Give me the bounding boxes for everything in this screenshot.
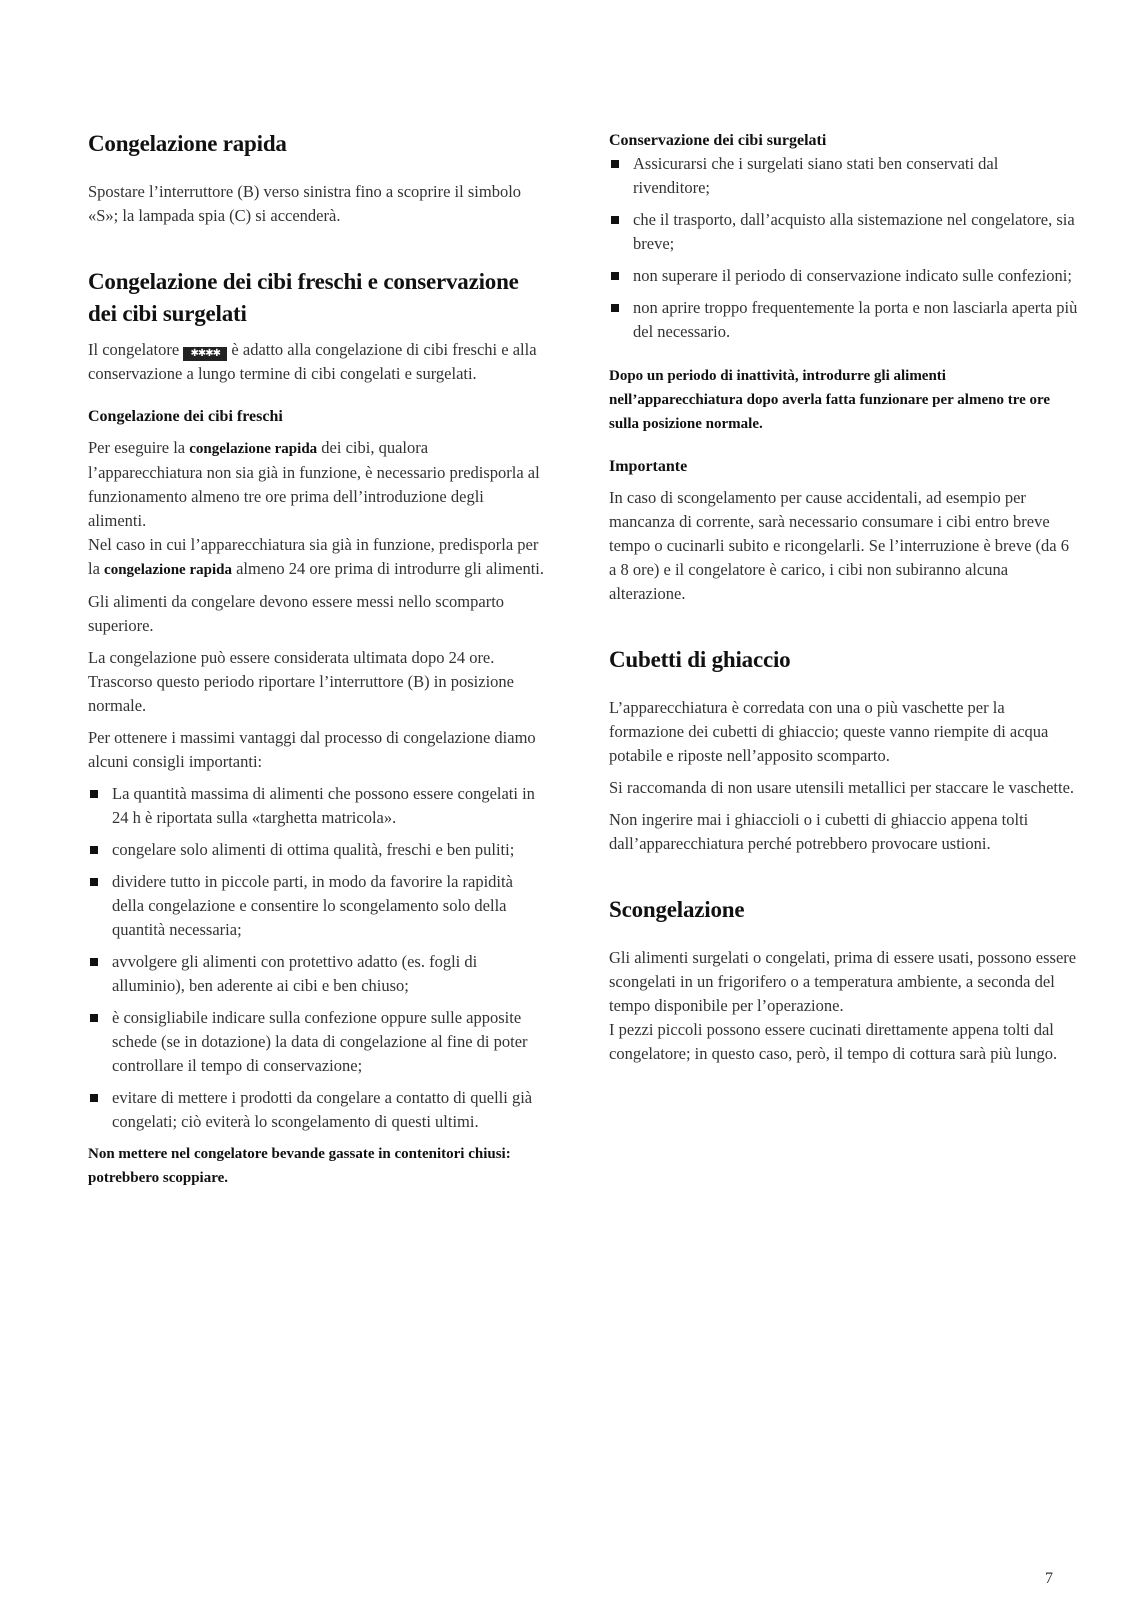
left-column: [88, 128, 546, 1190]
paragraph-thaw-2: I pezzi piccoli possono essere cucinati direttamente appena tolti dal congelatore; in questo caso, però, il tempo di cottura sarà più lungo.: [609, 1020, 1058, 1063]
list-item: [88, 1086, 546, 1134]
fresh-1-text-b: dei cibi, qualora l’apparecchiatura non sia già in funzione, è necessario predisporla al funzionamento almeno tre ore prima dell’introduzione degli alimenti.: [88, 438, 540, 530]
fresh-2-bold: congelazione rapida: [104, 562, 232, 578]
list-item-text: La quantità massima di alimenti che possono essere congelati in 24 h è riportata sulla «targhetta matricola».: [112, 784, 535, 827]
list-item: [609, 296, 1079, 344]
paragraph-fresh-4: La congelazione può essere considerata ultimata dopo 24 ore. Trascorso questo periodo riportare l’interruttore (B) in posizione normale.: [88, 648, 514, 715]
heading-fresh-and-storage: Congelazione dei cibi freschi e conservazione dei cibi surgelati: [88, 269, 519, 326]
paragraph-ice-1: L’apparecchiatura è corredata con una o più vaschette per la formazione dei cubetti di ghiaccio; queste vanno riempite di acqua potabile e riposte nell’apposito scomparto.: [609, 698, 1049, 765]
paragraph-important: In caso di scongelamento per cause accidentali, ad esempio per mancanza di corrente, sarà necessario consumare i cibi entro breve tempo o cucinarli subito e ricongelarli. Se l’interruzione è breve (da 6 a 8 ore) e il congelatore è carico, i cibi non subiranno alcuna alterazione.: [609, 488, 1069, 603]
list-item: [609, 152, 1079, 200]
subheading-frozen-storage: Conservazione dei cibi surgelati: [609, 132, 827, 149]
fresh-1-bold: congelazione rapida: [189, 441, 318, 457]
fresh-2-text-a: Nel caso in cui l’apparecchiatura sia già in funzione, predisporla per la: [88, 535, 539, 578]
list-item: [88, 1006, 546, 1078]
bullet-square-icon: [90, 1014, 98, 1022]
paragraph-fresh-5: Per ottenere i massimi vantaggi dal processo di congelazione diamo alcuni consigli importanti:: [88, 728, 536, 771]
paragraph-thaw-1: Gli alimenti surgelati o congelati, prima di essere usati, possono essere scongelati in un frigorifero o a temperatura ambiente, a seconda del tempo disponibile per l’operazione.: [609, 948, 1077, 1015]
list-item-text: dividere tutto in piccole parti, in modo da favorire la rapidità della congelazione e consentire lo scongelamento solo della quantità necessaria;: [112, 872, 513, 939]
list-item: [88, 950, 546, 998]
right-column: [609, 130, 1079, 1066]
bullet-square-icon: [90, 958, 98, 966]
paragraph-ice-2: Si raccomanda di non usare utensili metallici per staccare le vaschette.: [609, 778, 1075, 797]
list-item-text: evitare di mettere i prodotti da congelare a contatto di quelli già congelati; ciò eviterà lo scongelamento di questi ultimi.: [112, 1088, 533, 1131]
list-item: [88, 870, 546, 942]
intro-text-post: è adatto alla congelazione di cibi freschi e alla conservazione a lungo termine di cibi congelati e surgelati.: [88, 340, 537, 383]
freezing-tips-list: [88, 782, 546, 1134]
list-item: [88, 838, 546, 862]
bullet-square-icon: [611, 272, 619, 280]
list-item-text: Assicurarsi che i surgelati siano stati ben conservati dal rivenditore;: [633, 154, 999, 197]
bullet-square-icon: [90, 878, 98, 886]
intro-text-pre: Il congelatore: [88, 340, 184, 359]
warning-carbonated-drinks: Non mettere nel congelatore bevande gassate in contenitori chiusi: potrebbero scoppiare.: [88, 1146, 511, 1186]
list-item-text: che il trasporto, dall’acquisto alla sistemazione nel congelatore, sia breve;: [633, 210, 1075, 253]
paragraph-rapid: Spostare l’interruttore (B) verso sinistra fino a scoprire il simbolo «S»; la lampada spia (C) si accenderà.: [88, 182, 522, 225]
list-item: [609, 208, 1079, 256]
list-item-text: non aprire troppo frequentemente la porta e non lasciarla aperta più del necessario.: [633, 298, 1078, 341]
heading-congelazione-rapida: Congelazione rapida: [88, 131, 287, 156]
list-item-text: avvolgere gli alimenti con protettivo adatto (es. fogli di alluminio), ben aderente ai cibi e ben chiuso;: [112, 952, 478, 995]
bullet-square-icon: [611, 160, 619, 168]
paragraph-freezer-intro: [88, 338, 546, 386]
storage-tips-list: [609, 152, 1079, 344]
paragraph-fresh-1: [88, 436, 546, 533]
list-item-text: è consigliabile indicare sulla confezione oppure sulle apposite schede (se in dotazione) la data di congelazione al fine di poter controllare il tempo di conservazione;: [112, 1008, 528, 1075]
subheading-fresh-freezing: Congelazione dei cibi freschi: [88, 408, 283, 425]
heading-thawing: Scongelazione: [609, 897, 745, 922]
paragraph-fresh-2: [88, 533, 546, 582]
note-inactivity: Dopo un periodo di inattività, introdurre gli alimenti nell’apparecchiatura dopo averla fatta funzionare per almeno tre ore sulla posizione normale.: [609, 368, 1051, 432]
list-item: [88, 782, 546, 830]
list-item-text: congelare solo alimenti di ottima qualità, freschi e ben puliti;: [112, 840, 515, 859]
page-number: 7: [1045, 1570, 1053, 1587]
bullet-square-icon: [90, 790, 98, 798]
list-item-text: non superare il periodo di conservazione indicato sulle confezioni;: [633, 266, 1072, 285]
list-item: [609, 264, 1079, 288]
subheading-importante: Importante: [609, 458, 688, 475]
paragraph-ice-3: Non ingerire mai i ghiaccioli o i cubetti di ghiaccio appena tolti dall’apparecchiatura perché potrebbero provocare ustioni.: [609, 810, 1029, 853]
freezer-star-icon: ✱✱✱✱: [183, 347, 227, 361]
bullet-square-icon: [611, 216, 619, 224]
bullet-square-icon: [611, 304, 619, 312]
bullet-square-icon: [90, 846, 98, 854]
bullet-square-icon: [90, 1094, 98, 1102]
fresh-2-text-b: almeno 24 ore prima di introdurre gli alimenti.: [231, 559, 545, 578]
fresh-1-text-a: Per eseguire la: [88, 438, 190, 457]
paragraph-fresh-3: Gli alimenti da congelare devono essere messi nello scomparto superiore.: [88, 592, 505, 635]
heading-ice-cubes: Cubetti di ghiaccio: [609, 647, 791, 672]
